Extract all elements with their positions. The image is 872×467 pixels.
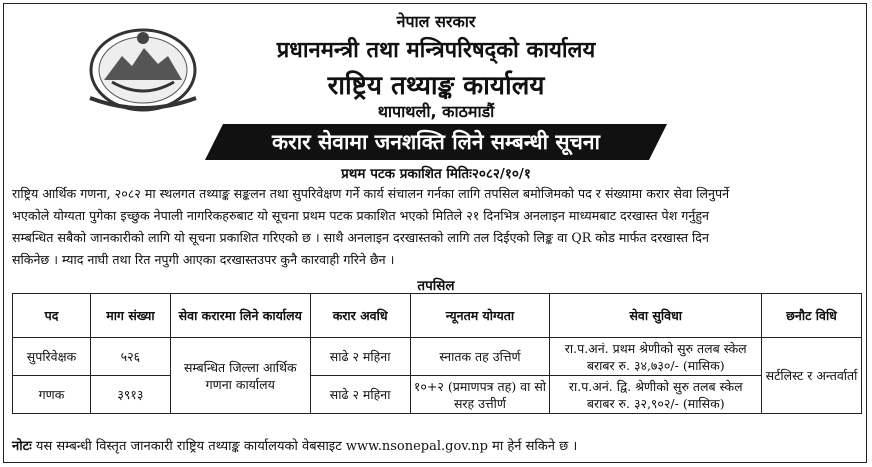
cell-duration: साढे २ महिना <box>310 338 410 376</box>
body-line: भएकोले योग्यता पुगेका इच्छुक नेपाली नागरिकहरुबाट यो सूचना प्रथम पटक प्रकाशित भएको मितिले २१ दिनभित्र अनलाइन माध्यमबाट दरखास्त पेश गर्नुहुन <box>12 208 710 223</box>
notice-title: करार सेवामा जनशक्ति लिने सम्बन्धी सूचना <box>272 130 600 154</box>
body-line: सकिनेछ । म्याद नाघी तथा रित नपुगी आएका दरखास्तउपर कुनै कारवाही गरिने छैन । <box>12 252 395 267</box>
header-office: राष्ट्रिय तथ्याङ्क कार्यालय <box>327 71 545 101</box>
cell-office: सम्बन्धित जिल्ला आर्थिक गणना कार्यालय <box>170 338 310 414</box>
vacancy-table <box>12 293 862 414</box>
col-header-duration: करार अवधि <box>310 294 410 338</box>
header-address: थापाथली, काठमाडौं <box>377 102 495 121</box>
body-line: सम्बन्धित सबैको जानकारीको लागि यो सूचना प्रकाशित गरिएको छ । साथै अनलाइन दरखास्तको लागि तल दिईएको लिङ्क वा QR कोड मार्फत दरखास्त दिन <box>12 230 709 245</box>
col-header-post: पद <box>13 294 91 338</box>
table-row <box>13 338 862 376</box>
col-header-count: माग संख्या <box>90 294 170 338</box>
cell-post: गणक <box>13 376 91 414</box>
schedule-heading: तपसिल <box>417 278 455 294</box>
cell-facility: रा.प.अनं. द्वि. श्रेणीको सुरु तलब स्केल बराबर रु. ३२,९०२/- (मासिक) <box>550 376 762 414</box>
note-text: यस सम्बन्धी विस्तृत जानकारी राष्ट्रिय तथ्याङ्क कार्यालयको वेबसाइट www.nsonepal.gov.np मा हेर्न सकिने छ । <box>35 439 578 454</box>
cell-duration: साढे २ महिना <box>310 376 410 414</box>
table-header-row <box>13 294 862 338</box>
col-header-qualification: न्यूनतम योग्यता <box>410 294 550 338</box>
cell-facility: रा.प.अनं. प्रथम श्रेणीको सुरु तलब स्केल बराबर रु. ३४,७३०/- (मासिक) <box>550 338 762 376</box>
table-row <box>13 376 862 414</box>
cell-count: ३९१३ <box>90 376 170 414</box>
cell-qualification: स्नातक तह उत्तिर्ण <box>410 338 550 376</box>
note-label: नोटः <box>12 439 32 454</box>
notice-body <box>12 183 860 271</box>
cell-post: सुपरिवेक्षक <box>13 338 91 376</box>
body-line: राष्ट्रिय आर्थिक गणना, २०८२ मा स्थलगत तथ्याङ्क सङ्कलन तथा सुपरिवेक्षण गर्ने कार्य संचालन गर्नका लागि तपसिल बमोजिमको पद र संख्यामा करार सेवा लिनुपर्ने <box>12 186 730 201</box>
col-header-selection: छनौट विधि <box>762 294 862 338</box>
header-ministry: प्रधानमन्त्री तथा मन्त्रिपरिषद्को कार्यालय <box>276 38 596 63</box>
col-header-office: सेवा करारमा लिने कार्यालय <box>170 294 310 338</box>
cell-selection: सर्टलिस्ट र अन्तर्वार्ता <box>762 338 862 414</box>
cell-count: ५२६ <box>90 338 170 376</box>
cell-qualification: १०+२ (प्रमाणपत्र तह) वा सो सरह उत्तीर्ण <box>410 376 550 414</box>
header-government: नेपाल सरकार <box>396 12 476 31</box>
published-date: प्रथम पटक प्रकाशित मितिः२०८२/१०/१ <box>341 166 531 182</box>
col-header-facility: सेवा सुविधा <box>550 294 762 338</box>
footer-note <box>12 436 860 454</box>
